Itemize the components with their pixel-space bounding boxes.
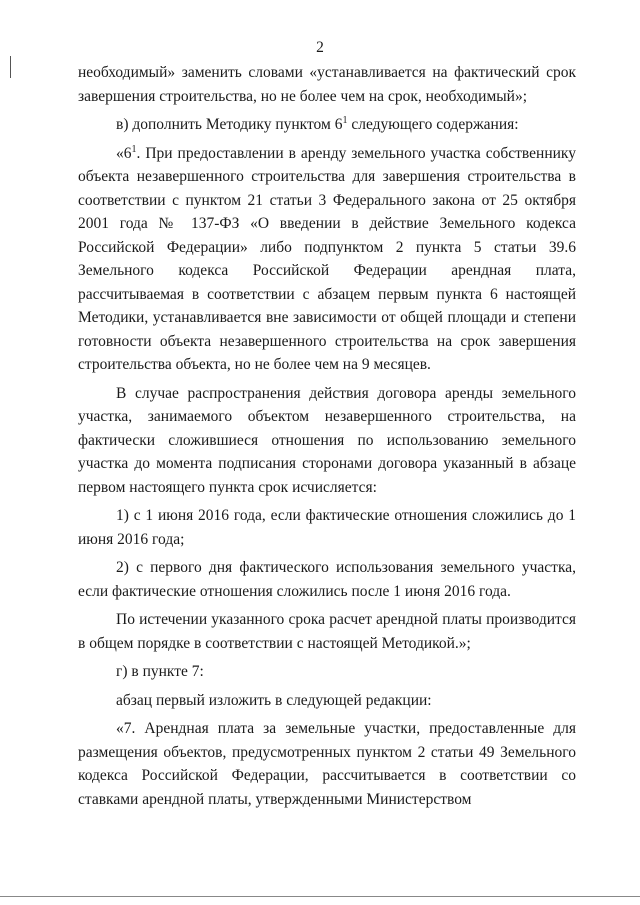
paragraph-after-term: По истечении указанного срока расчет арендной платы производится в общем порядке в соответствии с настоящей Методикой.»;	[78, 611, 576, 652]
scan-edge-mark	[10, 56, 11, 78]
paragraph-text: . При предоставлении в аренду земельного участка собственнику объекта незавершенного строительства для завершения строительства в соответствии с пунктом 21 статьи 3 Федерального закона от 25 октября 2001 года № 137-ФЗ «О введении в действие Земельного кодекса Российской Федерации» либо подпунктом 2 пункта 5 статьи 39.6 Земельного кодекса Российской Федерации арендная плата, рассчитываемая в соответствии с абзацем первым пункта 6 настоящей Методики, устанавливается вне зависимости от общей площади и степени готовности объекта незавершенного строительства на срок завершения строительства объекта, но не более чем на 9 месяцев.	[78, 144, 576, 373]
superscript: 1	[342, 114, 348, 126]
page-number: 2	[316, 39, 324, 56]
paragraph-item-g: г) в пункте 7:	[116, 663, 204, 680]
paragraph-text: «6	[116, 144, 132, 162]
paragraph-clause-6-1	[78, 142, 576, 377]
paragraph-text: следующего содержания:	[347, 116, 519, 133]
paragraph-list-item-2: 2) с первого дня фактического использования земельного участка, если фактические отношения сложились после 1 июня 2016 года.	[78, 559, 576, 600]
paragraph-continuation: необходимый» заменить словами «устанавливается на фактический срок завершения строительства, но не более чем на срок, необходимый»;	[78, 64, 576, 105]
paragraph-list-item-1: 1) с 1 июня 2016 года, если фактические отношения сложились до 1 июня 2016 года;	[78, 507, 576, 548]
superscript: 1	[131, 143, 137, 155]
paragraph-instruction: абзац первый изложить в следующей редакции:	[116, 691, 432, 709]
paragraph-text: в) дополнить Методику пунктом 6	[116, 116, 343, 133]
paragraph-clause-7: «7. Арендная плата за земельные участки, предоставленные для размещения объектов, предусмотренных пунктом 2 статьи 49 Земельного кодекса Российской Федерации, рассчитывается в соответствии со ставками арендной платы, утвержденными Министерством	[78, 720, 576, 808]
paragraph-item-v	[78, 113, 576, 137]
scan-bottom-edge	[0, 896, 640, 897]
paragraph-lease-extension: В случае распространения действия договора аренды земельного участка, занимаемого объектом незавершенного строительства, на фактически сложившиеся отношения по использованию земельного участка до момента подписания сторонами договора указанный в абзаце первом настоящего пункта срок исчисляется:	[78, 384, 576, 496]
document-body	[78, 61, 576, 816]
